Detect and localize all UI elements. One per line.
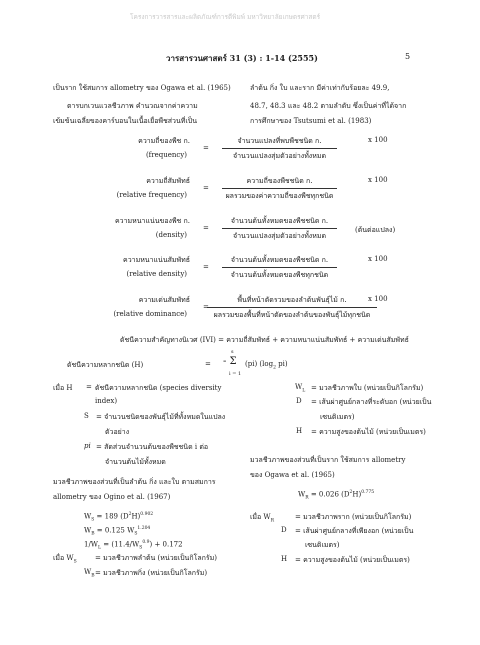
- def-d-symbol: D: [296, 397, 302, 405]
- formula-1-numerator: ความถี่ของพืชชนิด ก.: [246, 177, 313, 185]
- formula-3-label-en: (relative density): [126, 270, 187, 278]
- eq-wb-sub: B: [91, 531, 95, 537]
- eq-ws-sup2: 0.902: [140, 512, 154, 517]
- formula-2-numerator: จำนวนต้นทั้งหมดของพืชชนิด ก.: [230, 217, 329, 225]
- def-wl-symbol: [295, 383, 305, 393]
- def-hr-text: [311, 427, 426, 438]
- formula-2-fraction-bar: [222, 228, 337, 229]
- eq-wb-lhs: W: [84, 526, 92, 535]
- ogino-eq-wl: [84, 540, 183, 551]
- eq-wl-sup2: 0.9: [142, 540, 150, 545]
- def-d-cont: เซนติเมตร): [320, 413, 355, 421]
- def-pi-text: [96, 442, 208, 453]
- ogino-line-1: มวลชีวภาพของส่วนที่เป็นลำต้น กิ่ง และใบ ตามสมการ: [53, 478, 216, 486]
- sum-symbol: - Σ: [223, 356, 237, 367]
- page-number: 5: [405, 52, 411, 61]
- def-wr-text: [295, 512, 411, 523]
- def-pi-symbol: pi: [84, 442, 91, 450]
- formula-4-denominator: ผลรวมของพื้นที่หน้าตัดของลำต้นของพันธุ์ไม้ทุกชนิด: [213, 311, 371, 319]
- intro-left-line-3: เข้มข้นเฉลี่ยของคาร์บอนในเนื้อเยื่อพืชส่วนที่เป็น: [53, 117, 197, 125]
- formula-0-equals: =: [203, 144, 209, 152]
- formula-0-numerator: จำนวนแปลงที่พบพืชชนิด ก.: [237, 137, 322, 145]
- def-h-cont: index): [95, 397, 118, 405]
- def-wb-eq: =: [95, 569, 101, 577]
- def-wl-sub: L: [302, 388, 306, 394]
- def-wr-body: มวลชีวภาพราก (หน่วยเป็นกิโลกรัม): [303, 513, 412, 521]
- formula-2-equals: =: [203, 224, 209, 232]
- sum-lower: i = 1: [229, 371, 242, 377]
- def-d-eq: =: [311, 398, 317, 406]
- def-wl-text: [311, 383, 423, 394]
- formula-0-denominator: จำนวนแปลงสุ่มตัวอย่างทั้งหมด: [232, 152, 327, 160]
- def-wl-body: มวลชีวภาพใบ (หน่วยเป็นกิโลกรัม): [319, 384, 424, 392]
- formula-2-label-en: (density): [155, 231, 187, 239]
- formula-4-equals: =: [203, 303, 209, 311]
- intro-right-line-1: ลำต้น กิ่ง ใบ และราก มีค่าเท่ากับร้อยละ 49.9,: [250, 84, 390, 92]
- intro-right-line-3: การศึกษาของ Tsutsumi et al. (1983): [250, 117, 372, 125]
- def-h-symbol: เมื่อ H: [53, 384, 73, 392]
- eq-ws-sup1: 2: [128, 512, 132, 517]
- def-s-eq: =: [96, 413, 102, 421]
- def-ws-text: [95, 553, 217, 564]
- eq-wl-sub2: S: [139, 545, 143, 551]
- def-ws-w: เมื่อ W: [53, 554, 74, 562]
- def-ws-eq: =: [95, 554, 101, 562]
- def-hr-eq: =: [311, 428, 317, 436]
- ivi-formula: ดัชนีความสำคัญทางนิเวศ (IVI) = ความถี่สัมพัทธ์ + ความหนาแน่นสัมพัทธ์ + ความเด่นสัมพัทธ์: [120, 336, 409, 344]
- def-d-text: [311, 397, 431, 408]
- def-h-eq: =: [86, 383, 92, 391]
- def-h-text: ดัชนีความหลากชนิด (species diversity: [95, 384, 222, 392]
- journal-header: วารสารวนศาสตร์ 31 (3) : 1-14 (2555): [166, 53, 318, 63]
- diversity-expression: [245, 360, 288, 370]
- formula-1-label-en: (relative frequency): [116, 191, 187, 199]
- def-s-cont: ตัวอย่าง: [105, 428, 130, 436]
- formula-1-denominator: ผลรวมของค่าความถี่ของพืชทุกชนิด: [225, 192, 334, 200]
- ogawa-rhs2: H): [352, 490, 362, 499]
- formula-2-label: ความหนาแน่นของพืช ก.: [114, 217, 190, 225]
- formula-3-numerator: จำนวนต้นทั้งหมดของพืชชนิด ก.: [230, 256, 329, 264]
- def-h2-symbol: H: [281, 555, 288, 563]
- eq-wl-tail: ) + 0.172: [149, 540, 183, 549]
- ogawa-equation: [298, 490, 374, 501]
- formula-4-numerator: พื้นที่หน้าตัดรวมของลำต้นพันธุ์ไม้ ก.: [237, 296, 347, 304]
- ogawa-sup1: 2: [349, 490, 353, 495]
- formula-1-multiplier: x 100: [368, 176, 388, 184]
- intro-left-line-1: เป็นราก ใช้สมการ allometry ของ Ogawa et al. (1965): [53, 84, 231, 92]
- def-ws-body: มวลชีวภาพลำต้น (หน่วยเป็นกิโลกรัม): [103, 554, 217, 562]
- formula-0-label-en: (frequency): [145, 151, 187, 159]
- def-wb-w: W: [84, 568, 92, 576]
- formula-0-label: ความถี่ของพืช ก.: [138, 137, 190, 145]
- formula-3-denominator: จำนวนต้นทั้งหมดของพืชทุกชนิด: [230, 271, 329, 279]
- formula-3-multiplier: x 100: [368, 255, 388, 263]
- diversity-equals: =: [205, 360, 211, 368]
- def-wb-sub: B: [91, 573, 95, 579]
- watermark: โครงการวารสารและผลิตภัณฑ์การตีพิมพ์ มหาวิทยาลัยเกษตรศาสตร์: [130, 13, 321, 21]
- eq-ws-rhs: = 189 (D: [96, 512, 129, 521]
- ogino-eq-wb: [84, 526, 150, 537]
- def-wr-w: เมื่อ W: [250, 513, 271, 521]
- formula-4-label: ความเด่นสัมพัทธ์: [138, 296, 190, 304]
- def-d2-eq: =: [295, 527, 301, 535]
- diversity-expr-end: pi): [275, 360, 288, 368]
- formula-2-denominator: จำนวนแปลงสุ่มตัวอย่างทั้งหมด: [232, 232, 327, 240]
- eq-ws-lhs: W: [84, 512, 92, 521]
- formula-3-fraction-bar: [222, 267, 337, 268]
- eq-wl-sub: L: [98, 545, 102, 551]
- def-s-symbol: S: [84, 412, 89, 420]
- eq-wl-rhs: = (11.4/W: [103, 540, 140, 549]
- def-pi-eq: =: [96, 443, 102, 451]
- def-wr-sub: R: [270, 518, 275, 524]
- formula-2-multiplier: (ต้นต่อแปลง): [355, 226, 396, 234]
- ogino-line-2: allometry ของ Ogino et al. (1967): [53, 493, 171, 501]
- def-pi-body: สัดส่วนจำนวนต้นของพืชชนิด i ต่อ: [104, 443, 209, 451]
- def-h2-eq: =: [295, 556, 301, 564]
- formula-1-equals: =: [203, 184, 209, 192]
- eq-wl-lhs: 1/W: [84, 540, 99, 549]
- def-ws-symbol: [53, 553, 77, 564]
- ogawa-line-1: มวลชีวภาพของส่วนที่เป็นราก ใช้สมการ allometry: [250, 456, 406, 464]
- formula-0-fraction-bar: [222, 148, 337, 149]
- def-s-body: จำนวนชนิดของพันธุ์ไม้ที่ทั้งหมดในแปลง: [104, 413, 226, 421]
- def-wr-symbol: [250, 512, 274, 523]
- formula-3-equals: =: [203, 263, 209, 271]
- diversity-label: ดัชนีความหลากชนิด (H): [67, 361, 144, 369]
- intro-left-line-2: ตารบกเวนแวลชีวภาพ คำนวณจากค่าความ: [67, 102, 198, 110]
- def-h2-text: [295, 555, 410, 566]
- intro-right-line-2: 48.7, 48.3 และ 48.2 ตามลำดับ ซึ่งเป็นค่าที่ได้จาก: [250, 102, 407, 110]
- def-d-body: เส้นผ่าศูนย์กลางที่ระดับอก (หน่วยเป็น: [319, 398, 432, 406]
- def-hr-symbol: H: [296, 427, 303, 435]
- formula-4-label-en: (relative dominance): [113, 310, 187, 318]
- formula-4-multiplier: x 100: [368, 295, 388, 303]
- log-base: 2: [273, 365, 276, 371]
- ogino-eq-ws: [84, 512, 153, 523]
- def-wb-body: มวลชีวภาพกิ่ง (หน่วยเป็นกิโลกรัม): [103, 569, 208, 577]
- sum-upper: s: [231, 349, 234, 355]
- def-h2-body: ความสูงของต้นไม้ (หน่วยเป็นเมตร): [303, 556, 410, 564]
- formula-4-fraction-bar: [207, 307, 377, 308]
- def-d2-text: [295, 526, 413, 537]
- def-wb-text: [95, 568, 207, 579]
- def-s-text: [96, 412, 225, 423]
- eq-wb-sup2: 1.204: [137, 526, 151, 531]
- def-d2-body: เส้นผ่าศูนย์กลางที่เพียงอก (หน่วยเป็น: [303, 527, 414, 535]
- formula-1-fraction-bar: [222, 188, 337, 189]
- eq-wb-rhs: = 0.125 W: [96, 526, 135, 535]
- formula-0-multiplier: x 100: [368, 136, 388, 144]
- eq-ws-sub: S: [91, 517, 95, 523]
- def-hr-body: ความสูงของต้นไม้ (หน่วยเป็นเมตร): [319, 428, 426, 436]
- diversity-expr: (pi) (log: [245, 360, 274, 368]
- ogawa-sup2: 0.775: [361, 490, 375, 495]
- def-wl-eq: =: [311, 384, 317, 392]
- ogawa-rhs: = 0.026 (D: [310, 490, 350, 499]
- def-wr-eq: =: [295, 513, 301, 521]
- def-pi-cont: จำนวนต้นไม้ทั้งหมด: [105, 458, 166, 466]
- ogawa-lhs-sub: R: [305, 495, 309, 501]
- def-ws-sub: S: [73, 559, 77, 565]
- formula-1-label: ความถี่สัมพัทธ์: [146, 177, 190, 185]
- ogawa-lhs: W: [298, 490, 306, 499]
- def-wl-w: W: [295, 383, 303, 391]
- ogawa-line-2: ของ Ogawa et al. (1965): [250, 471, 335, 479]
- def-d2-symbol: D: [281, 526, 287, 534]
- eq-wb-sub2: S: [134, 531, 138, 537]
- def-d2-cont: เซนติเมตร): [305, 541, 340, 549]
- formula-3-label: ความหนาแน่นสัมพัทธ์: [123, 256, 190, 264]
- eq-ws-rhs2: H): [131, 512, 141, 521]
- def-wb-symbol: [84, 568, 95, 578]
